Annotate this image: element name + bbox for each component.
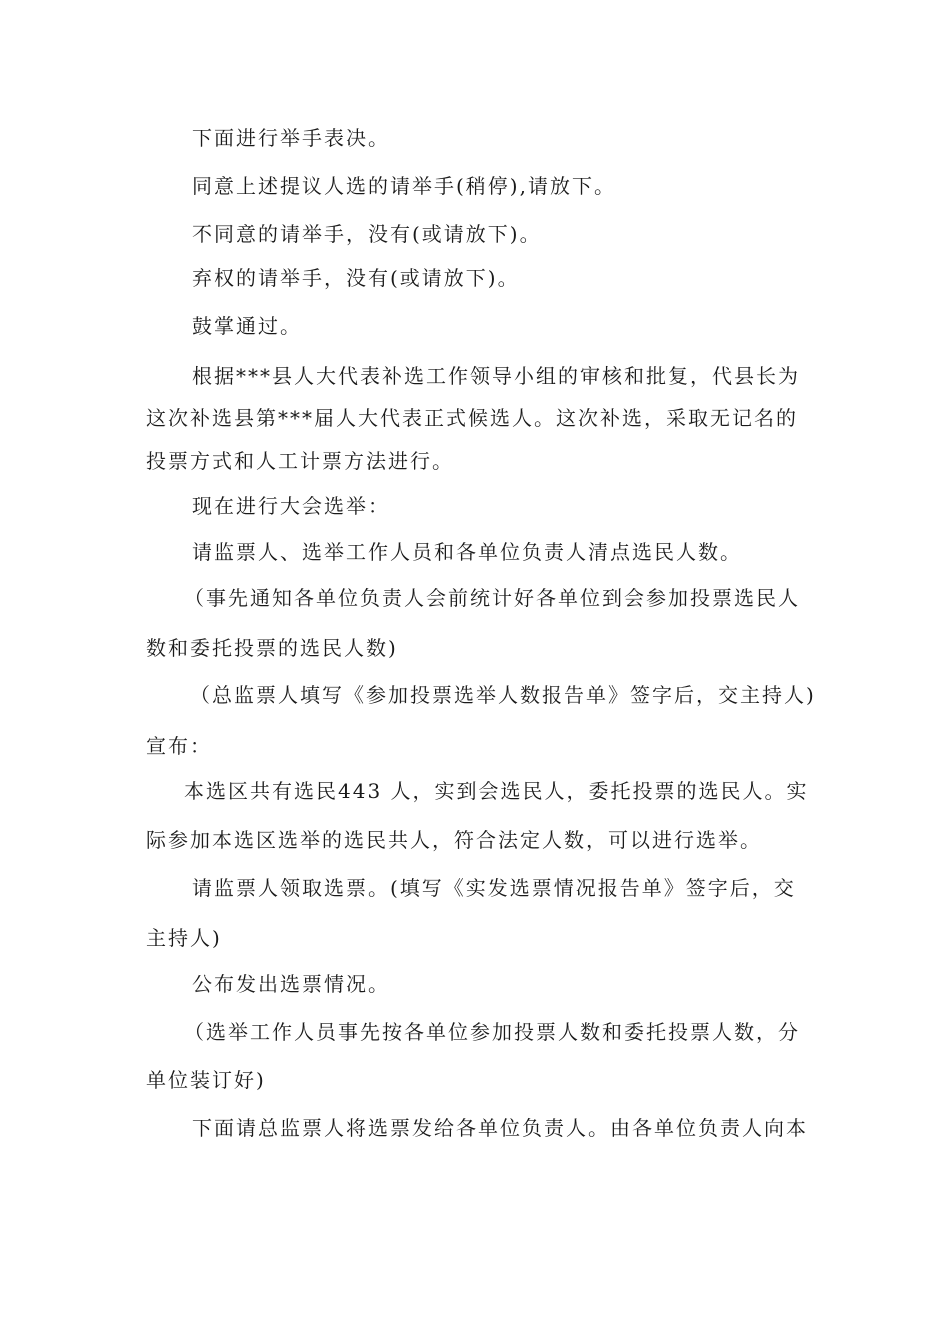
paragraph-line: 主持人) bbox=[146, 926, 222, 950]
paragraph-line: 请监票人领取选票。(填写《实发选票情况报告单》签字后，交 bbox=[192, 876, 796, 900]
paragraph-line: 际参加本选区选举的选民共人，符合法定人数，可以进行选举。 bbox=[146, 828, 762, 852]
paragraph-line: 下面请总监票人将选票发给各单位负责人。由各单位负责人向本 bbox=[192, 1116, 808, 1140]
paragraph-line: 公布发出选票情况。 bbox=[192, 972, 390, 996]
paragraph-line: 这次补选县第***届人大代表正式候选人。这次补选，采取无记名的 bbox=[146, 406, 798, 430]
paragraph-line: 投票方式和人工计票方法进行。 bbox=[146, 449, 454, 473]
paragraph-line: 下面进行举手表决。 bbox=[192, 126, 390, 150]
paragraph-line: 现在进行大会选举： bbox=[192, 494, 390, 518]
paragraph-line: 弃权的请举手，没有(或请放下)。 bbox=[192, 266, 520, 290]
paragraph-line: 单位装订好) bbox=[146, 1068, 266, 1092]
paragraph-line: 鼓掌通过。 bbox=[192, 314, 302, 338]
paragraph-line: 宣布： bbox=[146, 734, 212, 758]
paragraph-line: 根据***县人大代表补选工作领导小组的审核和批复，代县长为 bbox=[192, 364, 800, 388]
paragraph-line: 不同意的请举手，没有(或请放下)。 bbox=[192, 222, 542, 246]
paragraph-line: （选举工作人员事先按各单位参加投票人数和委托投票人数，分 bbox=[184, 1020, 800, 1044]
paragraph-line: 同意上述提议人选的请举手(稍停),请放下。 bbox=[192, 174, 616, 198]
paragraph-line: 数和委托投票的选民人数) bbox=[146, 636, 398, 660]
paragraph-line: 本选区共有选民443 人，实到会选民人，委托投票的选民人。实 bbox=[184, 779, 809, 803]
paragraph-line: 请监票人、选举工作人员和各单位负责人清点选民人数。 bbox=[192, 540, 742, 564]
paragraph-line: （事先通知各单位负责人会前统计好各单位到会参加投票选民人 bbox=[184, 586, 800, 610]
paragraph-line: （总监票人填写《参加投票选举人数报告单》签字后，交主持人) bbox=[190, 683, 816, 707]
